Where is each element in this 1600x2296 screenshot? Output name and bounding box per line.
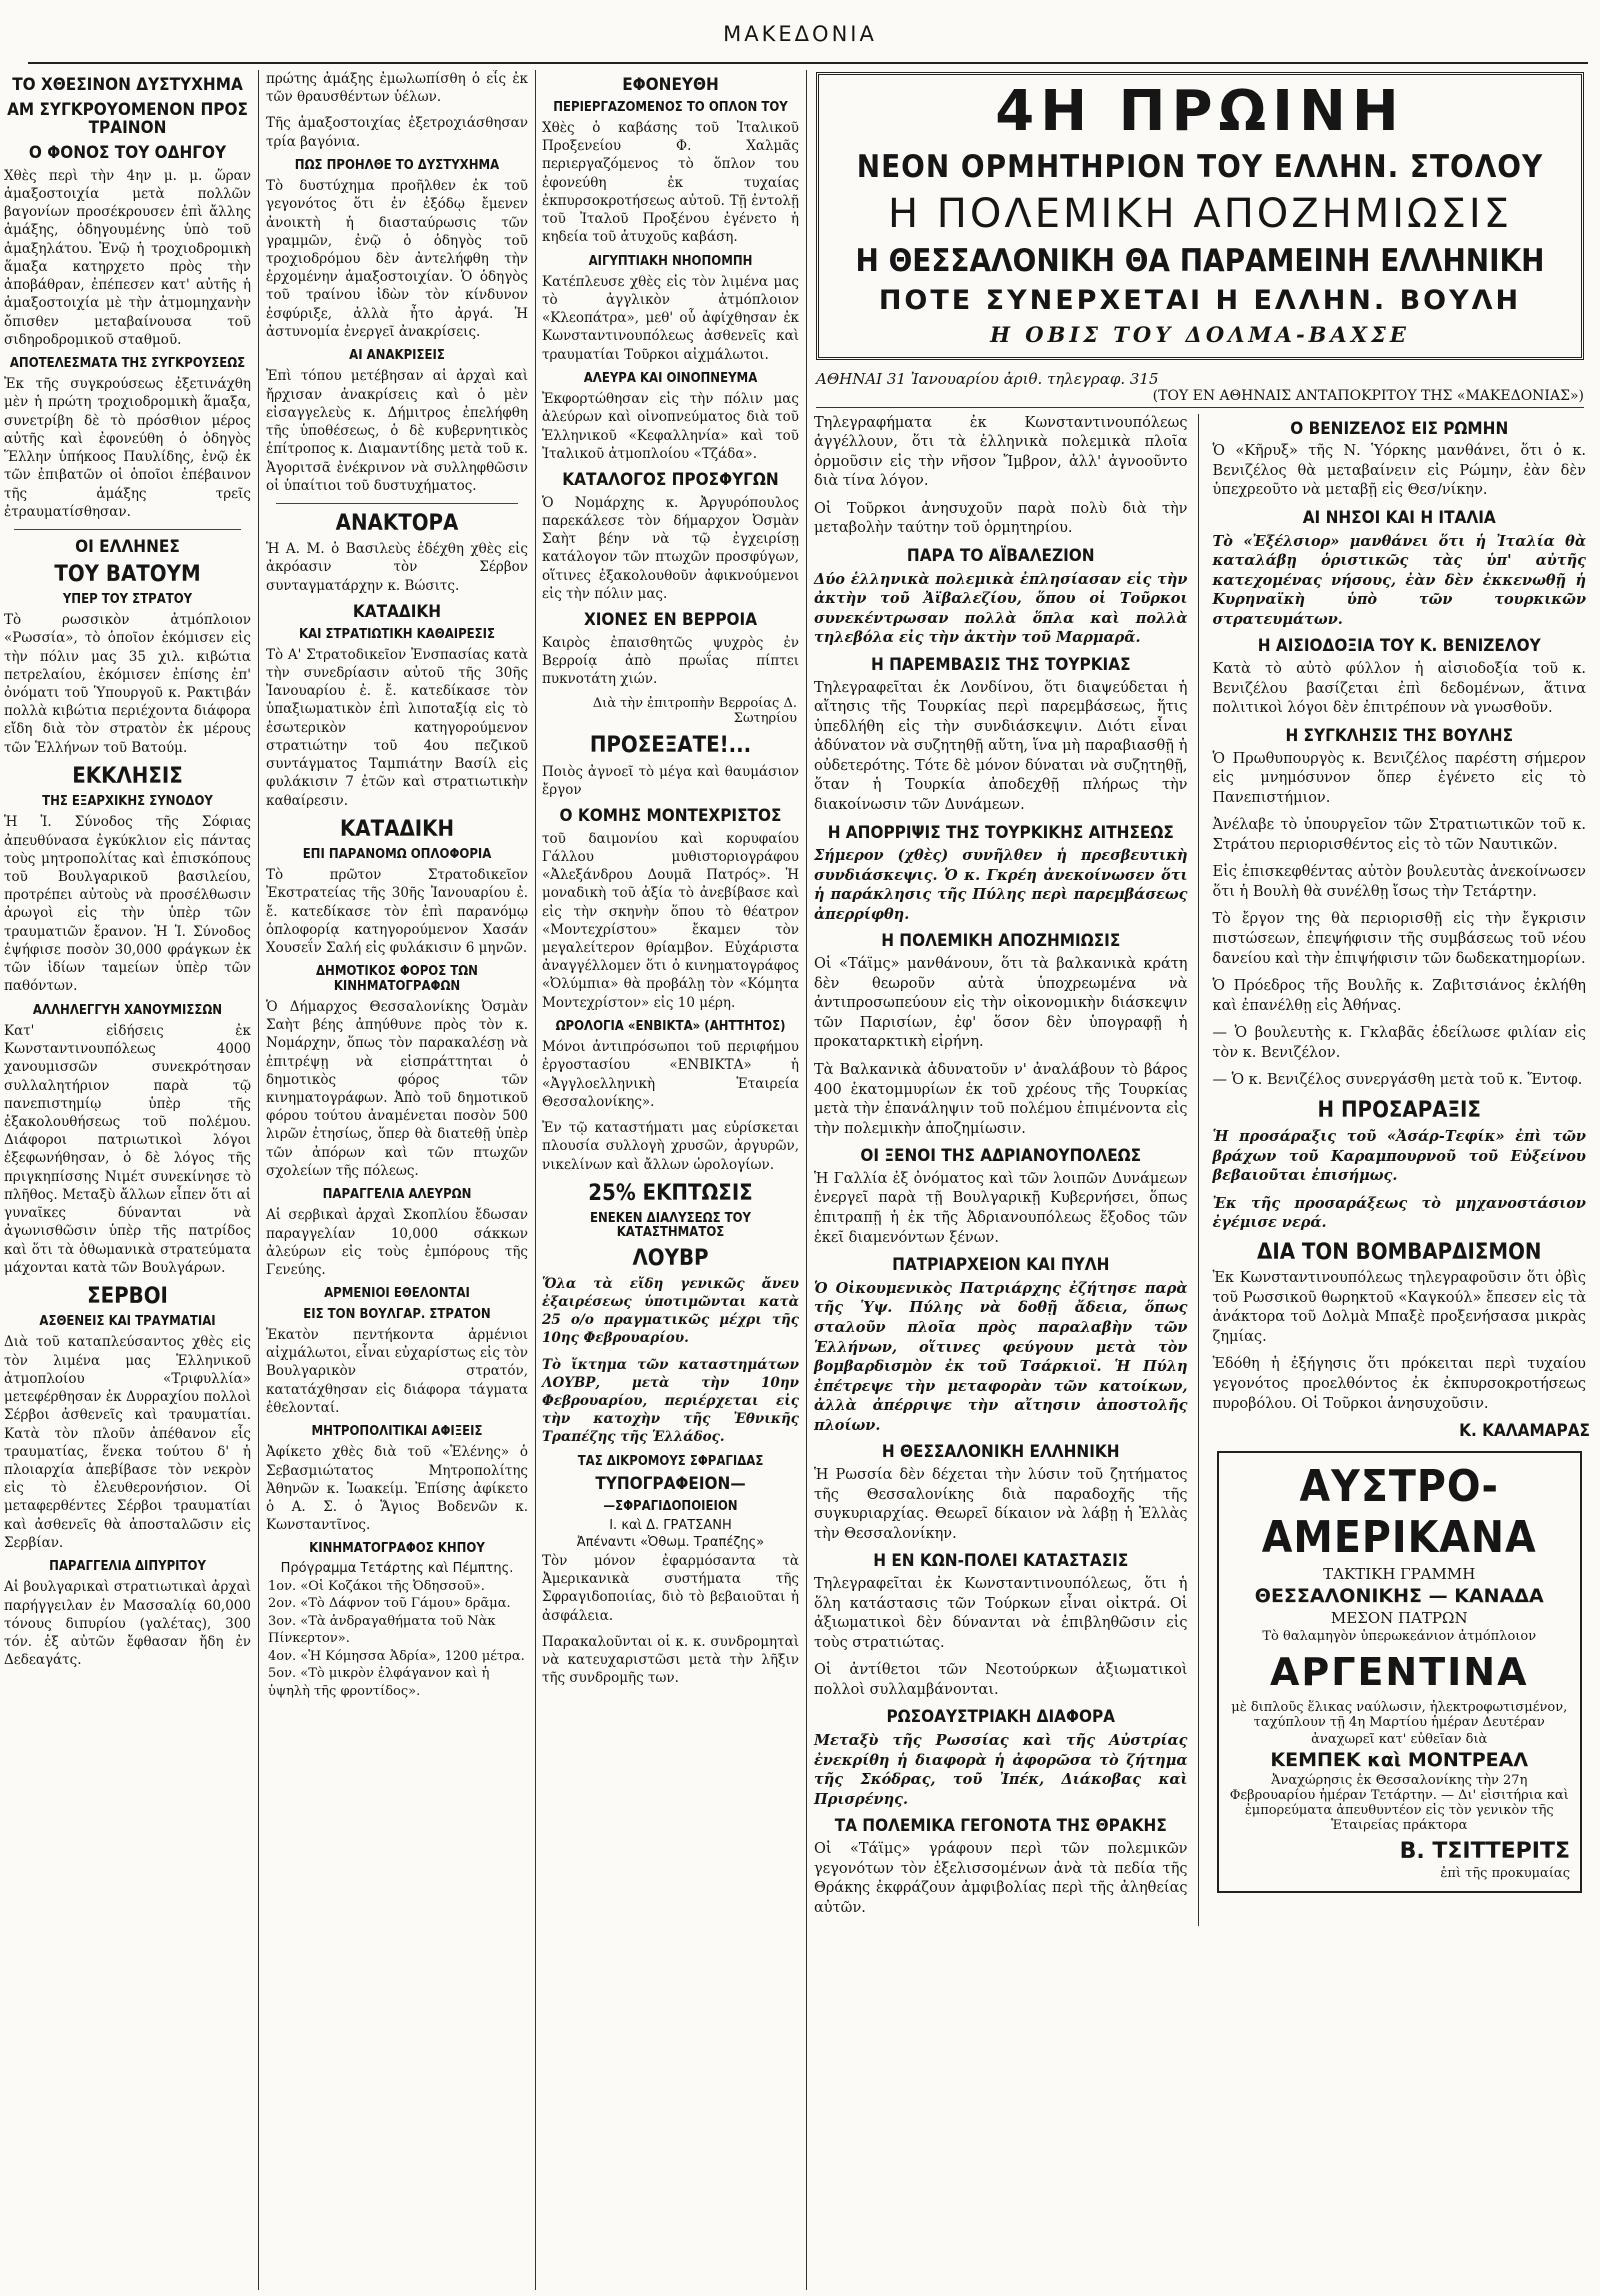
article-text: Χθὲς περὶ τὴν 4ην μ. μ. ὥραν ἁμαξοστοιχία μετὰ πολλῶν βαγονίων προσέκρουσεν ἐπὶ ἄλλης ἁμάξης, ὁδηγουμένης ὑπὸ τοῦ ἁμαξηλάτου. Ἐνῷ ἡ τροχιοδρομικὴ ἅμαξα κατηρχετο πρὸς τὴν ἀποβάθραν, ἐπέπεσεν κατ' αὐτῆς ἡ ἁμαξοστοιχία μὲ τὴν ἀτμομηχανὴν ὄπισθεν μεταβαίνουσα τοῦ σιδηροδρομικοῦ σταθμοῦ. xyxy=(4,167,251,348)
headline: Η ΑΠΟΡΡΙΨΙΣ ΤΗΣ ΤΟΥΡΚΙΚΗΣ ΑΙΤΗΣΕΩΣ xyxy=(827,822,1174,843)
article-text: Κατέπλευσε χθὲς εἰς τὸν λιμένα μας τὸ ἀγγλικὸν ἀτμόπλοιον «Κλεοπάτρα», μεθ' οὗ ἀφίχθησαν ἐκ Κωνσταντινουπόλεως ἀσθενεῖς καὶ τραυματίαι Τοῦρκοι αἰχμάλωτοι. xyxy=(542,273,799,363)
ad-title: ΑΥΣΤΡΟ-ΑΜΕΡΙΚΑΝΑ xyxy=(1261,1460,1537,1563)
ad-ship-name: ΑΡΓΕΝΤΙΝΑ xyxy=(1269,1649,1529,1694)
column-3 xyxy=(538,70,803,2290)
program-item: 5ον. «Τὸ μικρὸν ἐλφάγανον καὶ ἡ ὑψηλὴ τῆς φροντίδος». xyxy=(268,1666,490,1699)
headline: Η ΠΟΛΕΜΙΚΗ ΑΠΟΖΗΜΙΩΣΙΣ xyxy=(881,931,1121,952)
headline: ΠΑΡΑΓΓΕΛΙΑ ΔΙΠΥΡΙΤΟΥ xyxy=(49,1559,206,1575)
column-2 xyxy=(262,70,532,2290)
headline: ΤΥΠΟΓΡΑΦΕΙΟΝ— xyxy=(595,1473,746,1494)
headline: ΚΑΤΑΔΙΚΗ xyxy=(352,601,442,622)
article-text: Τὸ «Ἐξέλσιορ» μανθάνει ὅτι ἡ Ἰταλία θὰ καταλάβῃ ὁριστικῶς τὰς ὑπ' αὐτῆς κατεχομένας νήσους, ἐὰν δὲν ἐκκενωθῇ ἡ Κυρηναϊκὴ ὑπὸ τῶν τουρκικῶν στρατευμάτων. xyxy=(1212,532,1586,628)
masthead xyxy=(0,0,1600,64)
headline: ΠΑΤΡΙΑΡΧΕΙΟΝ ΚΑΙ ΠΥΛΗ xyxy=(892,1255,1110,1276)
lead-title: 4Η ΠΡΩΙΝΗ xyxy=(995,79,1405,144)
headline: ΜΗΤΡΟΠΟΛΙΤΙΚΑΙ ΑΦΙΞΕΙΣ xyxy=(311,1423,483,1439)
headline: ΠΑΡΑΓΓΕΛΙΑ ΑΛΕΥΡΩΝ xyxy=(322,1187,472,1203)
ad-line: ΜΕΣΟΝ ΠΑΤΡΩΝ xyxy=(1330,1608,1468,1627)
lead-left-column xyxy=(810,414,1199,1927)
subheadline: ΠΕΡΙΕΡΓΑΖΟΜΕΝΟΣ ΤΟ ΟΠΛΟΝ ΤΟΥ xyxy=(553,99,788,115)
article-text: Ἀνέλαβε τὸ ὑπουργεῖον τῶν Στρατιωτικῶν τοῦ κ. Στράτου περιορισθέντος εἰς τὸ τῶν Ναυτικῶν. xyxy=(1212,817,1586,853)
article-text: Ἐκφορτώθησαν εἰς τὴν πόλιν μας ἀλεύρων καὶ οἰνοπνεύματος διὰ τοῦ Ἑλληνικοῦ «Κεφαλληνία» καὶ τοῦ Ἰταλικοῦ ἀτμοπλοίου «Τζάδα». xyxy=(542,391,799,462)
article-text: Ἡ Γαλλία ἐξ ὀνόματος καὶ τῶν λοιπῶν Δυνάμεων ἐνεργεῖ παρὰ τῇ Βουλγαρικῇ Κυβερνήσει, ὅπως ἐπιτραπῇ ἡ ἐκ τῆς Ἀδριανουπόλεως ἔξοδος τῶν ἐκεῖ διαμενόντων ξένων. xyxy=(814,1170,1188,1246)
article-text: Ἡ Α. Μ. ὁ Βασιλεὺς ἐδέχθη χθὲς εἰς ἀκρόασιν τὸν Σέρβον συνταγματάρχην κ. Βώσιτς. xyxy=(266,541,528,594)
dateline: ΑΘΗΝΑΙ 31 Ἰανουαρίου ἀριθ. τηλεγραφ. 315 xyxy=(816,369,1159,388)
ad-line: ΚΕΜΠΕΚ καὶ ΜΟΝΤΡΕΑΛ xyxy=(1270,1748,1529,1771)
headline: ΔΗΜΟΤΙΚΟΣ ΦΟΡΟΣ ΤΩΝ ΚΙΝΗΜΑΤΟΓΡΑΦΩΝ xyxy=(316,964,478,994)
lead-headline: Η ΟΒΙΣ ΤΟΥ ΔΟΛΜΑ-ΒΑΧΣΕ xyxy=(990,321,1410,347)
headline: ΩΡΟΛΟΓΙΑ «ΕΝΒΙΚΤΑ» (ΑΗΤΤΗΤΟΣ) xyxy=(555,1018,786,1034)
subheadline: Πρόγραμμα Τετάρτης καὶ Πέμπτης. xyxy=(280,1560,514,1576)
headline: Η ΘΕΣΣΑΛΟΝΙΚΗ ΕΛΛΗΝΙΚΗ xyxy=(881,1442,1120,1463)
article-text: Ἐν τῷ καταστήματι μας εὑρίσκεται πλουσία συλλογὴ χρυσῶν, ἀργυρῶν, νικελίνων καὶ ἄλλων ὡρολογίων. xyxy=(542,1120,799,1173)
subheadline: ΤΗΣ ΕΞΑΡΧΙΚΗΣ ΣΥΝΟΔΟΥ xyxy=(42,794,213,810)
program-item: 3ον. «Τὰ ἀνδραγαθήματα τοῦ Νὰκ Πίνκερτον». xyxy=(268,1613,496,1647)
headline: —ΣΦΡΑΓΙΔΟΠΟΙΕΙΟΝ xyxy=(603,1498,738,1514)
subheadline: Ο ΚΟΜΗΣ ΜΟΝΤΕΧΡΙΣΤΟΣ xyxy=(559,806,782,827)
cinema-program xyxy=(262,1578,532,1701)
article-text: Ἐπὶ τόπου μετέβησαν αἱ ἀρχαὶ καὶ ἤρχισαν ἀνακρίσεις καὶ ὁ μὲν εἰσαγγελεὺς κ. Δήμιτρος ἐπελήφθη τῆς ὑποθέσεως, ὁ δὲ κυβερνητικὸς ἐπίτροπος κ. Διαμαντίδης μετὰ τοῦ κ. Ἀγοριτσᾶ ἐνέκρινον νὰ συλληφθῶσιν οἱ ὑπαίτιοι τοῦ δυστυχήματος. xyxy=(266,368,528,494)
article-text: Καιρὸς ἐπαισθητῶς ψυχρὸς ἐν Βερροίᾳ ἀπὸ πρωΐας πίπτει πυκνοτάτη χιών. xyxy=(542,634,799,688)
article-text: Ἡ προσάραξις τοῦ «Ἀσάρ-Τεφίκ» ἐπὶ τῶν βράχων τοῦ Καραμπουρνοῦ τοῦ Εὐξείνου βεβαιοῦται ἐπισήμως. xyxy=(1212,1128,1586,1185)
article-text: Τηλεγραφεῖται ἐκ Κωνσταντινουπόλεως, ὅτι ἡ ὅλη κατάστασις τῶν Τούρκων εἶναι οἰκτρά. Οἱ ἀξιωματικοὶ δὲν δύνανται νὰ ἐπιβληθῶσιν εἰς τοὺς στρατιώτας. xyxy=(814,1575,1188,1651)
article-text: Ἡ Ἱ. Σύνοδος τῆς Σόφιας ἀπευθύνασα ἐγκύκλιον εἰς πάντας τοὺς μητροπολίτας καὶ ἐπισκόπους τοῦ Βουλγαρικοῦ βασιλείου, προτρέπει αὐτοὺς νὰ προσέλθωσιν ἀρωγοὶ εἰς τὴν ὑπὲρ τῶν τραυματιῶν ἔρανον. Ἡ Ἱ. Σύνοδος ἐψήφισε ποσὸν 30,000 φράγκων ἐκ τῶν ἰδίων ταμείων ὑπὲρ τῶν παθόντων. xyxy=(4,814,251,995)
headline: Η ΕΝ ΚΩΝ-ΠΟΛΕΙ ΚΑΤΑΣΤΑΣΙΣ xyxy=(873,1551,1129,1572)
article-text: Μόνοι ἀντιπρόσωποι τοῦ περιφήμου ἐργοστασίου «ΕΝΒΙΚΤΑ» ἡ «Ἀγγλοελληνικὴ Ἑταιρεία Θεσσαλονίκης». xyxy=(542,1039,799,1110)
article-text: τοῦ δαιμονίου καὶ κορυφαίου Γάλλου μυθιστοριογράφου «Ἀλεξάνδρου Δουμᾶ Πατρός». Ἡ μοναδικὴ τοῦ ἀξία τὸ ἀνεβίβασε καὶ εἰς τὴν σκηνὴν ὅπου τὸ θέατρον «Μοντεχρίστου» ἔκαμεν τὸν μεγαλείτερον θρίαμβον. Εὐχάριστα ἀναγγέλλομεν ὅτι ὁ κινηματογράφος «Ὀλύμπια» θὰ προβάλῃ τὸν «Κόμητα Μοντεχρίστον» εἰς 10 μέρη. xyxy=(542,830,799,1011)
article-text: Οἱ ἀντίθετοι τῶν Νεοτούρκων ἀξιωματικοὶ πολλοὶ συλλαμβάνονται. xyxy=(814,1662,1188,1698)
headline: ΠΑΡΑ ΤΟ ΑΪΒΑΛΕΖΙΟΝ xyxy=(906,545,1095,566)
headline: ΑΙΓΥΠΤΙΑΚΗ ΝΗΟΠΟΜΠΗ xyxy=(588,253,753,269)
headline: ΣΕΡΒΟΙ xyxy=(87,1283,168,1309)
subheadline: Ἀπέναντι «Ὀθωμ. Τραπέζης» xyxy=(576,1534,765,1550)
ad-line: ΤΑΚΤΙΚΗ ΓΡΑΜΜΗ xyxy=(1323,1564,1476,1583)
headline: ΡΩΣΟΑΥΣΤΡΙΑΚΗ ΔΙΑΦΟΡΑ xyxy=(886,1707,1116,1728)
lead-headline-box xyxy=(816,72,1584,360)
headline: 25% ΕΚΠΤΩΣΙΣ xyxy=(588,1180,753,1206)
headline: ΤΑΣ ΔΙΚΡΟΜΟΥΣ ΣΦΡΑΓΙΔΑΣ xyxy=(577,1453,764,1469)
article-text: — Ὁ βουλευτὴς κ. Γκλαβᾶς ἐδείλωσε φιλίαν εἰς τὸν κ. Βενιζέλον. xyxy=(1212,1025,1586,1061)
article-text: Τὸ πρῶτον Στρατοδικεῖον Ἐκστρατείας τῆς 30ῆς Ἰανουαρίου ἐ. ἔ. κατεδίκασε τὸν ἐπὶ παρανόμῳ ὁπλοφορίᾳ κατηγορούμενον Χασάν Χουσεΐν Σαλή εἰς φυλάκισιν 6 μηνῶν. xyxy=(266,867,528,957)
headline: ΑΛΛΗΛΕΓΓΥΗ ΧΑΝΟΥΜΙΣΣΩΝ xyxy=(32,1002,223,1018)
article-text: Τὸ δυστύχημα προῆλθεν ἐκ τοῦ γεγονότος ὅτι ἐν ἐξόδῳ ἔμενεν ἀνοικτὴ ἡ διασταύρωσις τῶν γραμμῶν, ἐνῷ ὁ ὁδηγὸς τοῦ τροχιοδρόμου δὲν ἀντελήφθη τὴν ἐρχομένην ἁμαξοστοιχίαν. Ὁ ὁδηγὸς τοῦ τραίνου ἰδὼν τὸν κίνδυνον ἐσφύριξε, ἀλλὰ ἦτο ἀργά. Ἡ ἀστυνομία ἐνεργεῖ ἀνακρίσεις. xyxy=(266,178,528,340)
program-item: 1ον. «Οἱ Κοζάκοι τῆς Ὀδησσοῦ». xyxy=(268,1578,485,1594)
article-text: Ἀφίκετο χθὲς διὰ τοῦ «Ἑλένης» ὁ Σεβασμιώτατος Μητροπολίτης Ἀθηνῶν κ. Ἰωακείμ. Ἐπίσης ἀφίκετο ὁ Α. Σ. ὁ Ἅγιος Βοδενῶν κ. Κωνσταντῖνος. xyxy=(266,1444,528,1534)
headline: ΕΚΚΛΗΣΙΣ xyxy=(72,763,183,789)
headline: ΚΙΝΗΜΑΤΟΓΡΑΦΟΣ ΚΗΠΟΥ xyxy=(309,1541,485,1557)
headline: ΕΦΟΝΕΥΘΗ xyxy=(622,75,719,95)
article-text: Διὰ τοῦ καταπλεύσαντος χθὲς εἰς τὸν λιμένα μας Ἑλληνικοῦ ἀτμοπλοίου «Τριφυλλία» μετεφέρθησαν ἐκ Δυρραχίου πολλοὶ Σέρβοι ἀσθενεῖς καὶ τραυματίαι. Κατὰ τὸν πλοῦν ἀπέθανον εἷς τραυματίας, ἕνεκα τούτου δ' ἡ πλοιαρχία ἀπεβίβασε τὸν νεκρὸν εἰς τὸ ἐλευθερονήσιον. Οἱ μεταφερθέντες Σέρβοι τραυματίαι καὶ ἀσθενεῖς θὰ ἀποσταλῶσιν εἰς Σερβίαν. xyxy=(4,1334,251,1551)
article-text: Παρακαλοῦνται οἱ κ. κ. συνδρομηταὶ νὰ κατευχαριστῶσι μετὰ τὴν λῆξιν τῆς συνδρομῆς των. xyxy=(542,1633,799,1687)
program-item: 4ον. «Ἡ Κόμησσα Ἀδρία», 1200 μέτρα. xyxy=(268,1648,525,1664)
article-text: Αἱ σερβικαὶ ἀρχαὶ Σκοπλίου ἔδωσαν παραγγελίαν 10,000 σάκκων ἀλεύρων εἰς τοὺς ἐμπόρους τῆς Γενεύης. xyxy=(266,1207,528,1279)
headline: ΑΝΑΚΤΟΡΑ xyxy=(335,510,459,536)
separator xyxy=(276,503,518,504)
signature: Διὰ τὴν ἐπιτροπὴν Βερροίας Δ. Σωτηρίου xyxy=(592,696,797,727)
lead-right-column xyxy=(1209,414,1591,1927)
article-text: Τὸν μόνον ἐφαρμόσαντα τὰ Ἀμερικανικὰ συστήματα τῆς Σφραγιδοποιίας, διὸ τὸ βεβαιοῦται ἡ ἀσφάλεια. xyxy=(542,1552,799,1624)
separator xyxy=(14,529,241,530)
headline: Η ΣΥΓΚΛΗΣΙΣ ΤΗΣ ΒΟΥΛΗΣ xyxy=(1285,725,1514,746)
subheadline: Ι. καὶ Δ. ΓΡΑΤΣΑΝΗ xyxy=(609,1517,732,1533)
headline: Η ΠΡΟΣΑΡΑΞΙΣ xyxy=(1317,1097,1481,1123)
article-text: Ποιὸς ἀγνοεῖ τὸ μέγα καὶ θαυμάσιον ἔργον xyxy=(542,763,799,798)
article-text: Ὁ Οἰκουμενικὸς Πατριάρχης ἐζήτησε παρὰ τῆς Ὑψ. Πύλης νὰ δοθῇ ἄδεια, ὅπως σταλοῦν πλοῖα πρὸς παραλαβὴν τῶν Ἑλλήνων, οἵτινες φεύγουν μετὰ τὸν βομβαρδισμὸν ἐκ τοῦ Τσάρκιοϊ. Ἡ Πύλη ἐπέτρεψε τὴν μεταφορὰν τῶν κατοίκων, ἀλλὰ ἀπέρριψε τὴν αἴτησιν ἀποστολῆς πλοίων. xyxy=(814,1279,1188,1434)
headline: ΤΑ ΠΟΛΕΜΙΚΑ ΓΕΓΟΝΟΤΑ ΤΗΣ ΘΡΑΚΗΣ xyxy=(834,1816,1167,1837)
headline: ΑΡΜΕΝΙΟΙ ΕΘΕΛΟΝΤΑΙ xyxy=(324,1286,470,1302)
lead-headline: ΝΕΟΝ ΟΡΜΗΤΗΡΙΟΝ ΤΟΥ ΕΛΛΗΝ. ΣΤΟΛΟΥ xyxy=(856,148,1544,185)
column-1 xyxy=(0,70,255,2290)
article-text: Τὸ ἔργον της θὰ περιορισθῇ εἰς τὴν ἔγκρισιν πιστώσεων, ἐπεψήφισιν τῆς συμβάσεως τοῦ νέου δανείου καὶ τὴν ἐπιψήφισιν τῶν δωδεκατημορίων. xyxy=(1212,911,1586,967)
ad-line: Ἀναχώρησις ἐκ Θεσσαλονίκης τὴν 27η Φεβρουαρίου ἡμέραν Τετάρτην. — Δι' εἰσιτήρια καὶ ἐμπορεύματα ἀπευθυντέον εἰς τὸν γενικὸν τῆς Ἑταιρείας πράκτορα xyxy=(1229,1772,1569,1833)
article-text: — Ὁ κ. Βενιζέλος συνεργάσθη μετὰ τοῦ κ. Ἔντοφ. xyxy=(1212,1072,1583,1089)
article-text: Ἡ Ρωσσία δὲν δέχεται τὴν λύσιν τοῦ ζητήματος τῆς Θεσσαλονίκης διὰ παραδοχῆς τῆς συγκυριαρχίας. Θεωρεῖ δίκαιον νὰ λάβῃ ἡ Ἑλλὰς τὴν Θεσσαλονίκην. xyxy=(814,1467,1188,1542)
program-item: 2ον. «Τὸ Δάφνον τοῦ Γάμου» δρᾶμα. xyxy=(268,1596,511,1612)
lead-headline: Η ΘΕΣΣΑΛΟΝΙΚΗ ΘΑ ΠΑΡΑΜΕΙΝΗ ΕΛΛΗΝΙΚΗ xyxy=(855,242,1545,279)
headline: ΤΟΥ ΒΑΤΟΥΜ xyxy=(54,561,201,587)
article-text: Κατὰ τὸ αὐτὸ φύλλον ἡ αἰσιοδοξία τοῦ κ. Βενιζέλου βασίζεται ἐπὶ δεδομένων, ἅτινα πολιτικοὶ λόγοι δὲν ἐπιτρέπουν νὰ γνωσθοῦν. xyxy=(1212,661,1586,717)
ad-line: Τὸ θαλαμηγὸν ὑπερωκεάνιον ἀτμόπλοιον xyxy=(1262,1628,1537,1644)
ad-line: ἐπὶ τῆς προκυμαίας xyxy=(1440,1865,1570,1881)
article-text: Τὸ ρωσσικὸν ἀτμόπλοιον «Ρωσσία», τὸ ὁποῖον ἐκόμισεν εἰς τὴν πόλιν μας 35 χιλ. κιβώτια πετρελαίου, ἐκόμισεν ἐπίσης ἐπ' ὀνόματι τοῦ Ὑπουργοῦ κ. Ρακτιβάν πολλὰ κιβώτια περιέχοντα διάφορα εἴδη διὰ τὸν στρατὸν ἐκ μέρους τῶν Ἑλλήνων τοῦ Βατούμ. xyxy=(4,612,251,756)
subheadline: ΕΠΙ ΠΑΡΑΝΟΜΩ ΟΠΛΟΦΟΡΙΑ xyxy=(302,846,492,862)
headline: ΔΙΑ ΤΟΝ ΒΟΜΒΑΡΔΙΣΜΟΝ xyxy=(1257,1239,1542,1265)
headline: ΑΛΕΥΡΑ ΚΑΙ ΟΙΝΟΠΝΕΥΜΑ xyxy=(583,370,758,386)
subheadline: ΕΙΣ ΤΟΝ ΒΟΥΛΓΑΡ. ΣΤΡΑΤΟΝ xyxy=(303,1306,491,1322)
article-text: πρώτης ἁμάξης ἐμωλωπίσθη ὁ εἷς ἐκ τῶν θραυσθέντων ὑέλων. xyxy=(266,71,528,106)
lead-headline: ΠΟΤΕ ΣΥΝΕΡΧΕΤΑΙ Η ΕΛΛΗΝ. ΒΟΥΛΗ xyxy=(878,284,1522,316)
article-text: Τὰ Βαλκανικὰ ἀδυνατοῦν ν' ἀναλάβουν τὸ βάρος 400 ἑκατομμυρίων ἐκ τοῦ χρέους τῆς Τουρκίας μετὰ τὴν ἐπανάληψιν τοῦ πολέμου ἐπιμένοντα εἰς τὴν πολεμικὴν ἀποζημίωσιν. xyxy=(814,1061,1188,1137)
column-divider xyxy=(535,70,536,2290)
headline: Ο ΒΕΝΙΖΕΛΟΣ ΕΙΣ ΡΩΜΗΝ xyxy=(1290,418,1509,439)
signature: Κ. ΚΑΛΑΜΑΡΑΣ xyxy=(1459,1421,1590,1442)
article-text: Ὁ Νομάρχης κ. Ἀργυρόπουλος παρεκάλεσε τὸν δήμαρχον Ὀσμὰν Σαὴτ βέην νὰ τῷ ἐγχειρίσῃ κατάλογον τῶν πτωχῶν προσφύγων, οἵτινες ἐξακολουθοῦν ἀφικνούμενοι εἰς τὴν πόλιν μας. xyxy=(542,494,799,602)
newspaper-title: ΜΑΚΕΔΟΝΙΑ xyxy=(723,22,877,46)
article-text: Χθὲς ὁ καβάσης τοῦ Ἰταλικοῦ Προξενείου Φ. Χαλμᾶς περιεργαζόμενος τὸ ὅπλον του ἐφονεύθη ἐκ τυχαίας ἐκπυρσοκροτήσεως αὐτοῦ. Τῇ ἐντολῇ τοῦ Ἰταλοῦ Προξένου ἐγένετο ἡ κηδεία τοῦ ἀτυχοῦς καβάση. xyxy=(542,119,799,246)
article-text: Τηλεγραφήματα ἐκ Κωνσταντινουπόλεως ἀγγέλλουν, ὅτι τὰ ἑλληνικὰ πολεμικὰ πλοῖα ὁρμοῦσιν εἰς τὴν νῆσον Ἴμβρον, ἀλλ' ἀγνοοῦντο διὰ τίνα λόγον. xyxy=(814,414,1188,490)
article-text: Ὁ Δήμαρχος Θεσσαλονίκης Ὀσμὰν Σαὴτ βέης ἀπηύθυνε πρὸς τὸν κ. Νομάρχην, ὅπως τὸν παρακαλέσῃ νὰ ἐπιτρέψῃ νὰ εἰσπράττηται ὁ δημοτικὸς φόρος τῶν κινηματογράφων. Ἀπὸ τοῦ δημοτικοῦ φόρου τούτου ἀναμένεται ποσὸν 500 λιρῶν ἐτησίως, ὅπερ θὰ διατεθῇ ὑπὲρ τῶν ἀπόρων καὶ τῶν πτωχῶν σχολείων τῆς πόλεως. xyxy=(266,998,528,1179)
headline: ΟΙ ΞΕΝΟΙ ΤΗΣ ΑΔΡΙΑΝΟΥΠΟΛΕΩΣ xyxy=(860,1146,1142,1167)
headline: ΟΙ ΕΛΛΗΝΕΣ xyxy=(75,536,180,557)
ad-line: ΘΕΣΣΑΛΟΝΙΚΗΣ — ΚΑΝΑΔΑ xyxy=(1254,1584,1544,1607)
article-text: Ἐκ τῆς συγκρούσεως ἐξετινάχθη μὲν ἡ πρώτη τροχιοδρομικὴ ἅμαξα, συνετρίβη δὲ τὸ πρόσθιον μέρος αὐτῆς καὶ ἐφονεύθη ὁ ὁδηγὸς Ἕλλην ὑπήκοος Παυλίδης, ἐνῷ ἐκ τῶν ἐπιβατῶν οἱ ὁποῖοι ἐπέβαινον τῆς ἁμάξης τρεῖς ἐτραυματίσθησαν. xyxy=(4,376,251,520)
headline: ΠΩΣ ΠΡΟΗΛΘΕ ΤΟ ΔΥΣΤΥΧΗΜΑ xyxy=(294,157,500,173)
article-text: Τῆς ἁμαξοστοιχίας ἐξετροχιάσθησαν τρία βαγόνια. xyxy=(266,115,528,150)
article-text: Εἰς ἐπισκεφθέντας αὐτὸν βουλευτὰς ἀνεκοίνωσεν ὅτι ἡ Βουλὴ θὰ συνέλθῃ ἴσως τὴν Τετάρτην. xyxy=(1212,864,1586,900)
article-text: Μεταξὺ τῆς Ρωσσίας καὶ τῆς Αὐστρίας ἐνεκρίθη ἡ διαφορὰ ἡ ἀφορῶσα τὸ ζήτημα τῆς Σκόδρας, τοῦ Ἰπέκ, Διάκοβας καὶ Πρισρένης. xyxy=(814,1732,1188,1808)
article-text: Ἐδόθη ἡ ἐξήγησις ὅτι πρόκειται περὶ τυχαίου γεγονότος προελθόντος ἐκ ἐκπυρσοκροτήσεως πυροβόλου. Οἱ Τοῦρκοι ἀνησυχοῦσιν. xyxy=(1212,1356,1586,1412)
article-text: Σήμερον (χθὲς) συνῆλθεν ἡ πρεσβευτικὴ συνδιάσκεψις. Ὁ κ. Γκρέη ἀνεκοίνωσεν ὅτι ἡ παράκλησις τῆς Πύλης περὶ παρεμβάσεως ἀπερρίφθη. xyxy=(814,847,1188,923)
headline: ΠΡΟΣΕΞΑΤΕ!... xyxy=(589,733,752,759)
article-text: Κατ' εἰδήσεις ἐκ Κωνσταντινουπόλεως 4000 χανουμισσῶν συνεκρότησαν συλλαλητήριον παρὰ τῷ πανεπιστημίῳ ὑπὲρ τῆς ἐξακολουθήσεως τοῦ πολέμου. Διάφοροι πατριωτικοὶ λόγοι ἐξεφωνήθησαν, ὁ δὲ λόγος τῆς πριγκηπίσσης Νιμέτ συνεκίνησε τὸ πλῆθος. Μεταξὺ ἄλλων εἶπεν ὅτι αἱ γυναῖκες δύνανται νὰ ἀγωνισθῶσιν ὑπὲρ τῆς πατρίδος καὶ ὅτι τὰ ὀθωμανικὰ στρατεύματα μάχονται κατὰ τῶν Βουλγάρων. xyxy=(4,1022,251,1276)
headline: ΑΙ ΑΝΑΚΡΙΣΕΙΣ xyxy=(349,348,445,364)
subheadline: ΑΠΟΤΕΛΕΣΜΑΤΑ ΤΗΣ ΣΥΓΚΡΟΥΣΕΩΣ xyxy=(9,355,246,371)
headline: Η ΠΑΡΕΜΒΑΣΙΣ ΤΗΣ ΤΟΥΡΚΙΑΣ xyxy=(870,654,1131,675)
article-text: Ὅλα τὰ εἴδη γενικῶς ἄνευ ἐξαιρέσεως ὑποτιμῶνται κατὰ 25 ο/ο πραγματικῶς μέχρι τῆς 10ης Φεβρουαρίου. xyxy=(542,1275,799,1347)
article-text: Ἐκ Κωνσταντινουπόλεως τηλεγραφοῦσιν ὅτι ὀβὶς τοῦ Ρωσσικοῦ θωρηκτοῦ «Καγκούλ» ἔπεσεν εἰς τὰ ἀνάκτορα τοῦ Δολμὰ Μπαξὲ προξενήσασα μικρὰς ζημίας. xyxy=(1212,1270,1586,1345)
subheadline: ΥΠΕΡ ΤΟΥ ΣΤΡΑΤΟΥ xyxy=(62,591,193,607)
subheadline: ΕΝΕΚΕΝ ΔΙΑΛΥΣΕΩΣ ΤΟΥ ΚΑΤΑΣΤΗΜΑΤΟΣ xyxy=(589,1210,752,1241)
headline: ΧΙΟΝΕΣ ΕΝ ΒΕΡΡΟΙΑ xyxy=(583,610,758,631)
ad-agent: Β. ΤΣΙΤΤΕΡΙΤΣ xyxy=(1399,1838,1570,1864)
article-text: Αἱ βουλγαρικαὶ στρατιωτικαὶ ἀρχαὶ παρήγγειλαν ἐν Μασσαλίᾳ 60,000 τόνους διπυρίου (γαλέτας), 300 τόν. ἐξ αὐτῶν ἔφθασαν ἤδη ἐν Δεδεαγάτς. xyxy=(4,1579,251,1669)
article-text: Τὸ Α' Στρατοδικεῖον Ἐνσπασίας κατὰ τὴν συνεδρίασιν αὐτοῦ τῆς 30ῆς Ἰανουαρίου ἐ. ἔ. κατεδίκασε τὸν ὑπαξιωματικὸν ἐπὶ λιποταξίᾳ εἰς τὸ ἐσωτερικὸν κατηγορούμενον στρατιώτην τοῦ 4ου πεζικοῦ συντάγματος Ταμπιάτην Βασίλ εἰς φυλάκισιν 7 ἐτῶν καὶ στρατιωτικὴν καθαίρεσιν. xyxy=(266,646,528,809)
shipping-advertisement xyxy=(1217,1451,1583,1893)
article-text: Τηλεγραφεῖται ἐκ Λονδίνου, ὅτι διαψεύδεται ἡ αἴτησις τῆς Τουρκίας περὶ παρεμβάσεως, ἥτις ὑπεδλήθη εἰς τὴν συνδιάσκεψιν. Διότι εἶναι ἀδύνατον νὰ συζητηθῇ αὕτη, ἵνα μὴ παραβιασθῇ ἡ οὐδετερότης. Τότε δὲ μόνον δύναται νὰ συζητηθῇ, ὅταν ἡ Τουρκία ἀποδεχθῇ πλήρως τὴν διακοίνωσιν τῶν Δυνάμεων. xyxy=(814,679,1188,813)
ad-line: μὲ διπλοῦς ἕλικας ναύλωσιν, ἠλεκτροφωτισμένον, ταχύπλουν τῇ 4η Μαρτίου ἡμέραν Δευτέραν xyxy=(1231,1699,1568,1730)
headline: Η ΑΙΣΙΟΔΟΞΙΑ ΤΟΥ Κ. ΒΕΝΙΖΕΛΟΥ xyxy=(1257,636,1541,657)
article-text: Δύο ἑλληνικὰ πολεμικὰ ἐπλησίασαν εἰς τὴν ἀκτὴν τοῦ Ἀϊβαλεζίου, ὅπου οἱ Τοῦρκοι συνεκέντρωσαν πολλὰ ὅπλα καὶ πολλὰ τηλεβόλα εἰς τὴν ἀκτὴν τοῦ Μαρμαρᾶ. xyxy=(814,570,1188,647)
article-text: Οἱ «Τάϊμς» μανθάνουν, ὅτι τὰ βαλκανικὰ κράτη δὲν θεωροῦν αὐτὰ ὑποχρεωμένα νὰ ἀντιπροσωπεύουν εἰς τὴν οἰκονομικὴν διάσκεψιν τῶν Παρισίων, ἐφ' ὅσον δὲν ὑπογραφῇ ἡ προκαταρκτικὴ εἰρήνη. xyxy=(814,956,1188,1051)
column-4 xyxy=(810,70,1590,2290)
subheadline: ΑΣΘΕΝΕΙΣ ΚΑΙ ΤΡΑΥΜΑΤΙΑΙ xyxy=(39,1314,216,1330)
byline: (ΤΟΥ ΕΝ ΑΘΗΝΑΙΣ ΑΝΤΑΠΟΚΡΙΤΟΥ ΤΗΣ «ΜΑΚΕΔΟΝΙΑΣ») xyxy=(816,388,1584,408)
column-divider xyxy=(806,70,807,2290)
article-text: Ὁ «Κῆρυξ» τῆς Ν. Ὑόρκης μανθάνει, ὅτι ὁ κ. Βενιζέλος θὰ μεταβαίνειν εἰς Ρώμην, ἐὰν δὲν ὑπεχρεοῦτο νὰ μεταβῇ εἰς Θεσ/νίκην. xyxy=(1212,443,1586,499)
headline: ΚΑΤΑΔΙΚΗ xyxy=(339,816,455,842)
article-text: Οἱ Τοῦρκοι ἀνησυχοῦν παρὰ πολὺ διὰ τὴν μεταβολὴν ταύτην τοῦ ὁρμητηρίου. xyxy=(814,500,1188,537)
article-text: Ἑκατὸν πεντήκοντα ἀρμένιοι αἰχμάλωτοι, εἶναι εὐχαρίστως εἰς τὸν Βουλγαρικὸν στρατόν, κατατάχθησαν εἰς διάφορα τάγματα ἐθελονταί. xyxy=(266,1326,528,1416)
column-divider xyxy=(258,70,259,2290)
lead-headline: Η ΠΟΛΕΜΙΚΗ ΑΠΟΖΗΜΙΩΣΙΣ xyxy=(888,190,1512,237)
headline: ΚΑΤΑΛΟΓΟΣ ΠΡΟΣΦΥΓΩΝ xyxy=(562,470,779,491)
article-text: Ἐκ τῆς προσαράξεως τὸ μηχανοστάσιον ἐγέμισε νερά. xyxy=(1212,1194,1586,1232)
article-text: Ὁ Πρόεδρος τῆς Βουλῆς κ. Ζαβιτσιάνος ἐκλήθη καὶ ἐπανέλθῃ εἰς Ἀθήνας. xyxy=(1212,978,1586,1014)
article-text: Ὁ Πρωθυπουργὸς κ. Βενιζέλος παρέστη σήμερον εἰς μνημόσυνον ὅπερ ἐγένετο εἰς τὸ Πανεπιστήμιον. xyxy=(1212,750,1586,806)
ad-line: ἀναχωρεῖ κατ' εὐθεῖαν διὰ xyxy=(1311,1731,1488,1747)
subheadline: ΚΑΙ ΣΤΡΑΤΙΩΤΙΚΗ ΚΑΘΑΙΡΕΣΙΣ xyxy=(299,626,495,642)
masthead-rule xyxy=(28,62,1588,64)
subheadline: ΑΜ ΣΥΓΚΡΟΥΟΜΕΝΟΝ ΠΡΟΣ ΤΡΑΙΝΟΝ xyxy=(7,99,248,139)
subheadline: Ο ΦΟΝΟΣ ΤΟΥ ΟΔΗΓΟΥ xyxy=(28,143,227,164)
lead-split xyxy=(810,414,1590,1927)
article-text: Οἱ «Τάϊμς» γράφουν περὶ τῶν πολεμικῶν γεγονότων τὸν ἐξελισσομένων ἀνὰ τὰ πεδία τῆς Θράκης ἐκφράζουν ἀμφιβολίας περὶ τῆς ἀληθείας αὐτῶν. xyxy=(814,1840,1188,1916)
headline: ΑΙ ΝΗΣΟΙ ΚΑΙ Η ΙΤΑΛΙΑ xyxy=(1302,507,1496,528)
headline: ΛΟΥΒΡ xyxy=(632,1245,709,1271)
article-text: Τὸ ἴκτημα τῶν καταστημάτων ΛΟΥΒΡ, μετὰ τὴν 10ην Φεβρουαρίου, περιέρχεται εἰς τὴν κατοχὴν τῆς Ἐθνικῆς Τραπέζης τῆς Ἑλλάδος. xyxy=(542,1356,799,1446)
headline: ΤΟ ΧΘΕΣΙΝΟΝ ΔΥΣΤΥΧΗΜΑ xyxy=(12,75,243,95)
